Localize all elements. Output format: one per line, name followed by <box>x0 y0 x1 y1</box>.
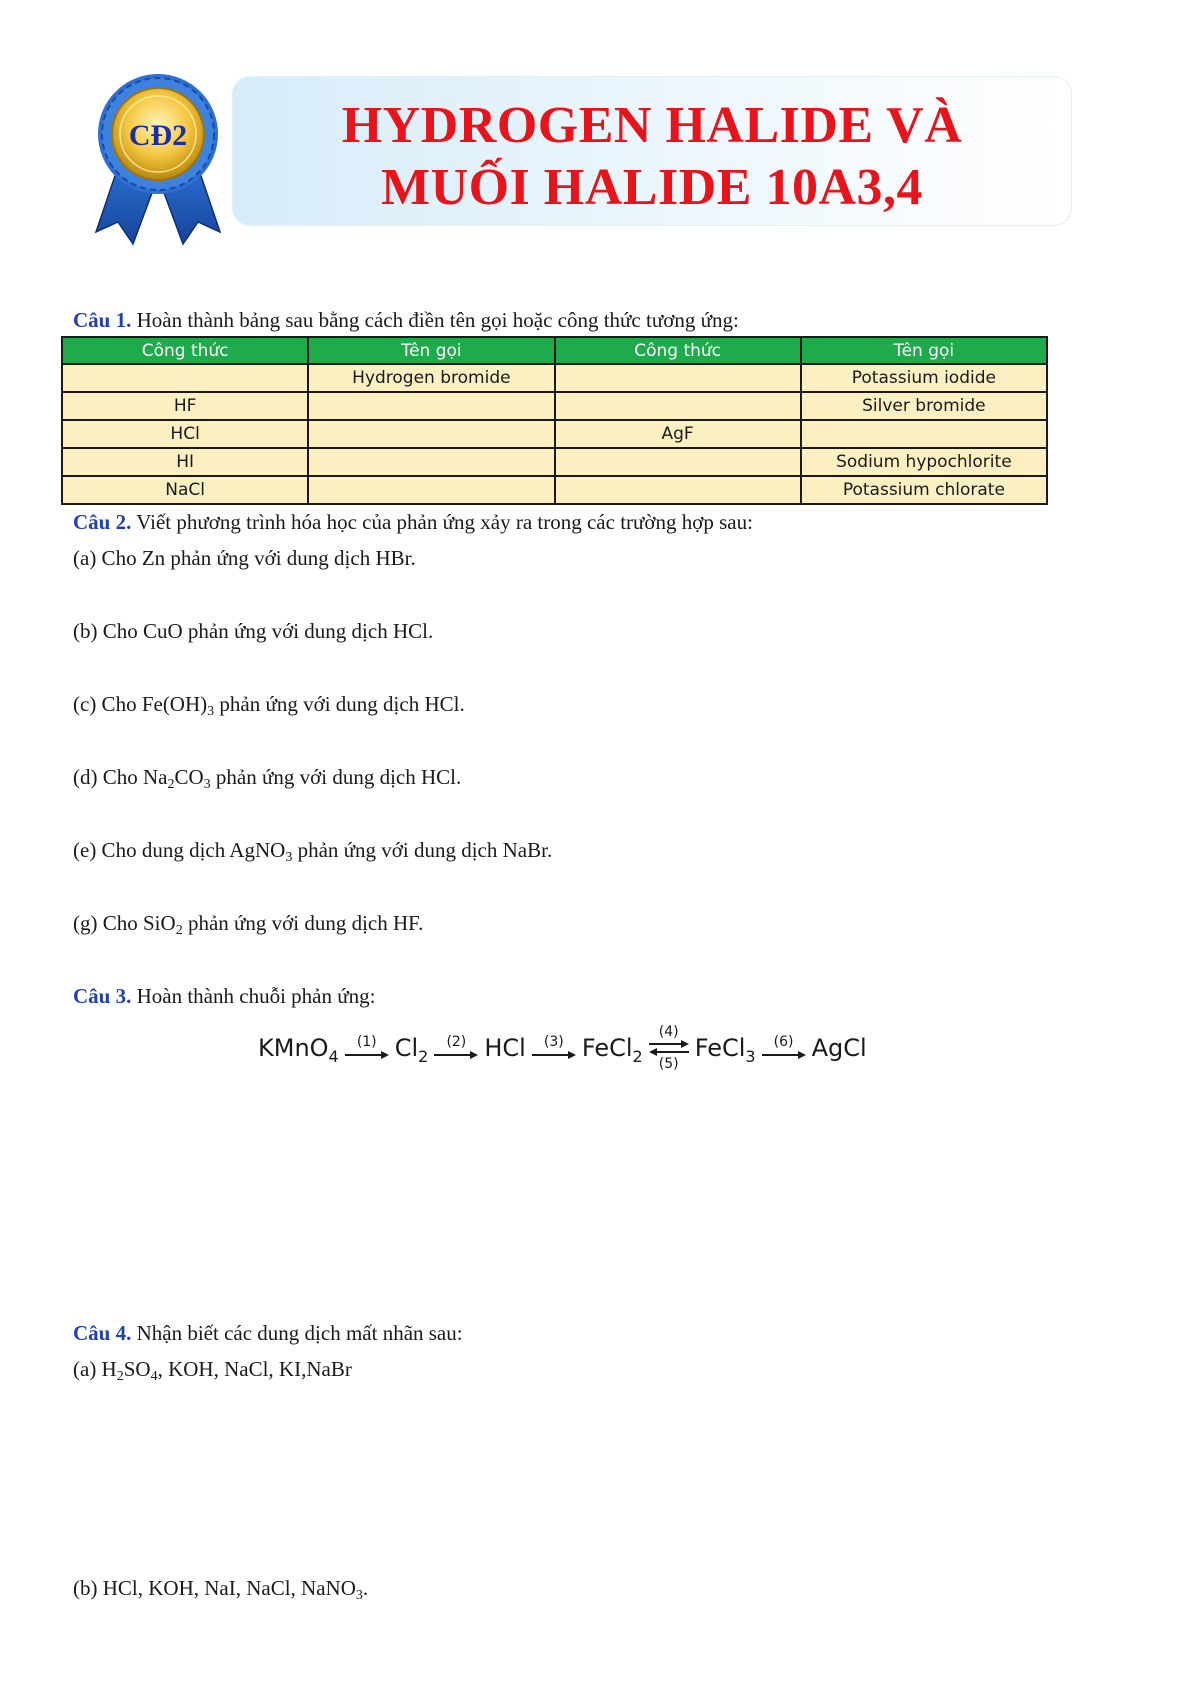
reaction-arrow-1: (1) <box>345 1035 389 1061</box>
table-header-row <box>62 337 1047 364</box>
question-2 <box>73 509 753 535</box>
question-2-text: Viết phương trình hóa học của phản ứng xảy ra trong các trường hợp sau: <box>136 510 753 534</box>
table-row <box>62 420 1047 448</box>
title-line-1: HYDROGEN HALIDE VÀ <box>341 97 963 154</box>
table-cell <box>555 448 801 476</box>
question-2b: (b) Cho CuO phản ứng với dung dịch HCl. <box>73 619 434 643</box>
question-4-text: Nhận biết các dung dịch mất nhãn sau: <box>136 1321 463 1345</box>
reaction-arrow-2: (2) <box>434 1035 478 1061</box>
table-header-cell: Công thức <box>62 337 308 364</box>
species-fecl2: FeCl$_2$ <box>581 1034 643 1066</box>
table-row <box>62 364 1047 392</box>
table-cell: Silver bromide <box>801 392 1047 420</box>
badge-text: CĐ2 <box>128 119 188 152</box>
table-cell <box>62 364 308 392</box>
table-cell <box>308 392 554 420</box>
question-2d: (d) Cho $Na_2CO_3$ phản ứng với dung dịch HCl. <box>73 765 462 792</box>
table-cell: HCl <box>62 420 308 448</box>
table-header-cell: Tên gọi <box>308 337 554 364</box>
title-box <box>232 76 1072 226</box>
table-cell <box>555 364 801 392</box>
table-cell <box>308 448 554 476</box>
table-cell <box>555 476 801 504</box>
table-cell <box>555 392 801 420</box>
question-3 <box>73 983 375 1009</box>
cd2-badge <box>88 72 228 247</box>
species-kmno4: KMnO$_4$ <box>258 1034 339 1066</box>
reaction-arrow-6: (6) <box>762 1035 806 1061</box>
table-cell: AgF <box>555 420 801 448</box>
reaction-arrow-4-5: (4) (5) <box>649 1025 689 1071</box>
question-1-label: Câu 1. <box>73 308 132 332</box>
table-row <box>62 476 1047 504</box>
halide-table <box>61 336 1048 505</box>
question-2c: (c) Cho $Fe(OH)_3$ phản ứng với dung dịch HCl. <box>73 692 465 719</box>
species-fecl3: FeCl$_3$ <box>694 1034 756 1066</box>
table-row <box>62 392 1047 420</box>
question-2g: (g) Cho SiO$_2$ phản ứng với dung dịch HF. <box>73 911 424 938</box>
species-hcl: HCl <box>484 1034 526 1062</box>
table-cell: Sodium hypochlorite <box>801 448 1047 476</box>
table-header-cell: Công thức <box>555 337 801 364</box>
table-cell: HF <box>62 392 308 420</box>
reaction-arrow-3: (3) <box>532 1035 576 1061</box>
table-header-cell: Tên gọi <box>801 337 1047 364</box>
question-1 <box>73 307 739 333</box>
question-2e: (e) Cho dung dịch AgNO$_3$ phản ứng với dung dịch NaBr. <box>73 838 553 865</box>
table-cell <box>801 420 1047 448</box>
species-agcl: AgCl <box>811 1034 867 1062</box>
table-cell: Potassium iodide <box>801 364 1047 392</box>
table-cell: NaCl <box>62 476 308 504</box>
table-row <box>62 448 1047 476</box>
species-cl2: $Cl_2$ <box>394 1034 429 1066</box>
question-3-text: Hoàn thành chuỗi phản ứng: <box>136 984 376 1008</box>
table-cell: Potassium chlorate <box>801 476 1047 504</box>
question-2-label: Câu 2. <box>73 510 132 534</box>
table-cell: HI <box>62 448 308 476</box>
question-4a: (a) $H_2SO_4$, KOH, NaCl, KI,NaBr <box>73 1357 352 1384</box>
question-1-text: Hoàn thành bảng sau bằng cách điền tên gọi hoặc công thức tương ứng: <box>136 308 739 332</box>
question-3-label: Câu 3. <box>73 984 132 1008</box>
question-4-label: Câu 4. <box>73 1321 132 1345</box>
question-4 <box>73 1320 463 1346</box>
table-cell <box>308 420 554 448</box>
question-4b: (b) HCl, KOH, NaI, NaCl, NaNO$_3$. <box>73 1576 369 1603</box>
table-cell: Hydrogen bromide <box>308 364 554 392</box>
table-cell <box>308 476 554 504</box>
reaction-chain <box>258 1018 867 1078</box>
question-2a: (a) Cho Zn phản ứng với dung dịch HBr. <box>73 546 416 570</box>
title-line-2: MUỐI HALIDE 10A3,4 <box>380 159 924 216</box>
